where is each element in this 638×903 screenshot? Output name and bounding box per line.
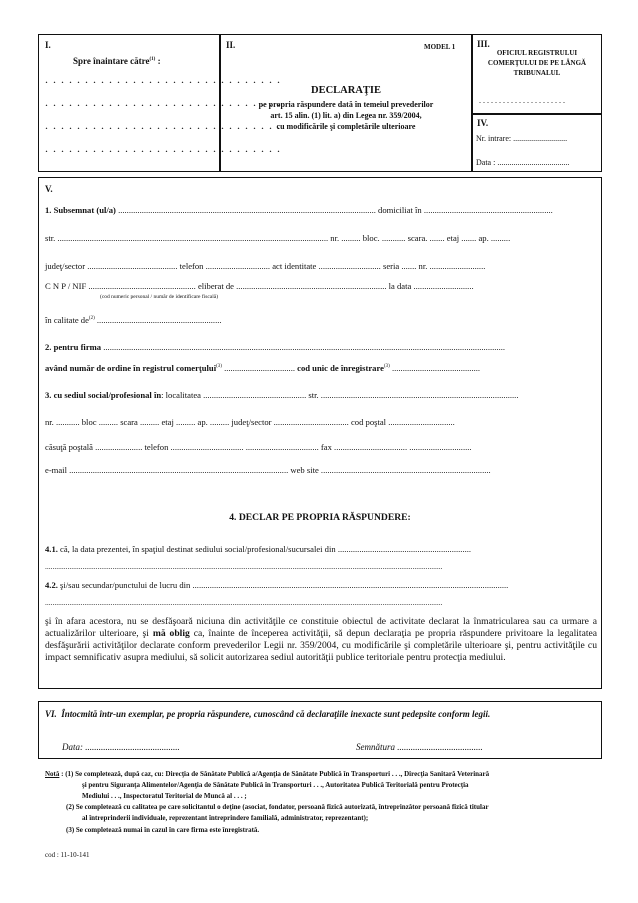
section-v-number: V. xyxy=(45,184,53,194)
entry-number-field[interactable]: Nr. intrare: ........................... xyxy=(476,134,568,143)
registry-office-line-2: COMERŢULUI DE PE LÂNGĂ xyxy=(487,59,587,67)
section-i-number: I. xyxy=(45,40,51,50)
cui-label: cod unic de înregistrare xyxy=(297,363,384,373)
capacity-field[interactable]: .......................................................... xyxy=(94,315,222,325)
registry-number-label: având număr de ordine în registrul comerţului xyxy=(45,363,217,373)
subsemnat-label: 1. Subsemnat (ul/a) xyxy=(45,205,116,215)
section-vi-statement: VI. Întocmită într-un exemplar, pe propria răspundere, cunoscând că declaraţiile inexacte sunt pedepsite conform legii. xyxy=(45,709,491,719)
entry-date-field[interactable]: Data : .................................... xyxy=(476,158,570,167)
note-1-line-2: şi pentru Siguranţa Alimentelor/Agenţia de Sănătate Publică în Transporturi . . ., Autoritatea Publică Teritorială pentru Protecţia xyxy=(82,781,469,789)
row-4-2-continuation[interactable]: .................................................................................................................................................................................................................... xyxy=(45,598,443,607)
domiciliat-label: domiciliat în xyxy=(378,205,422,215)
forward-to-line-1[interactable]: . . . . . . . . . . . . . . . . . . . . . . . . . . . . . . xyxy=(45,72,281,86)
signature-field[interactable]: Semnătura ...................................... xyxy=(356,742,483,752)
row-county-phone[interactable]: judeţ/sector .......................................... telefon .............................. act identitate ............................. seria ....... nr. .......................... xyxy=(45,261,486,271)
subtitle-line-3: cu modificările şi completările ulterioare xyxy=(276,122,416,131)
row-seat-address[interactable]: nr. ........... bloc ......... scara ......... etaj ......... ap. ......... judeţ/sector ................................... cod poştal ............................... xyxy=(45,417,455,427)
note-2-line-2: al întreprinderii individuale, reprezentant întreprindere familială, administrator, reprezentant); xyxy=(82,814,369,822)
point-4-2-text: şi/sau secundar/punctului de lucru din xyxy=(57,580,193,590)
row-mailbox-phone[interactable]: căsuţă poştală ...................... telefon .................................. .................................. fax .................................. ............................. xyxy=(45,442,472,452)
section-iii-number: III. xyxy=(477,39,490,49)
registry-number-field[interactable]: ................................. xyxy=(221,363,295,373)
row-street[interactable]: str. .............................................................................................................................. nr. ......... bloc. ........... scara. ....... etaj ....... ap. ......... xyxy=(45,233,511,243)
capacity-label: în calitate de xyxy=(45,315,89,325)
note-3: (3) Se completează numai în cazul în care firma este înregistrată. xyxy=(66,826,260,834)
registry-office-line-3: TRIBUNALUL xyxy=(513,69,561,77)
subsemnat-field[interactable]: ........................................................................................................................ xyxy=(118,205,376,215)
note-label: Notă xyxy=(45,770,60,778)
row-email-web[interactable]: e-mail ...................................................................................................... web site ............................................................................... xyxy=(45,465,491,475)
declaration-heading: 4. DECLAR PE PROPRIA RĂSPUNDERE: xyxy=(229,512,411,523)
subtitle-line-1: pe propria răspundere dată în temeiul prevederilor xyxy=(258,100,434,109)
row-4-2 xyxy=(45,580,508,590)
subtitle-line-2: art. 15 alin. (1) lit. a) din Legea nr. 359/2004, xyxy=(270,111,422,120)
registry-office-line-1: OFICIUL REGISTRULUI xyxy=(496,49,578,57)
forward-to-line-3[interactable]: . . . . . . . . . . . . . . . . . . . . . . . . . . . . . . xyxy=(45,118,281,132)
cui-field[interactable]: ......................................... xyxy=(389,363,481,373)
row-firm xyxy=(45,342,505,352)
seat-label: 3. cu sediul social/profesional în xyxy=(45,390,162,400)
point-4-2-label: 4.2. xyxy=(45,580,58,590)
row-4-1 xyxy=(45,544,471,554)
row-registry-number: având număr de ordine în registrul comerţului$^{(3)}$ ................................. cod unic de înregistrare$^{(3)}$ ......................................... xyxy=(45,363,481,373)
point-4-2-field[interactable]: ................................................................................................................................................... xyxy=(192,580,509,590)
declaration-paragraph: şi în afara acestora, nu se desfăşoară niciuna din activităţile ce constituie obiectul de activitate declarat la înmatricularea sau ca urmare a actualizărilor ulterioare, şi mă oblig ca, înainte de începerea activităţii, să depun declaraţia pe propria răspundere privitoare la legalitatea desfăşurării activităţilor declarate conform prevederilor Legii nr. 359/2004, cu modificările şi completările ulterioare şi, pentru activităţile cu impact semnificativ asupra mediului, să solicit autorizarea sediul autorităţii publice teritoriale pentru protecţia mediului. xyxy=(45,616,598,663)
tribunal-field[interactable]: . . . . . . . . . . . . . . . . . . . . . . xyxy=(479,96,565,105)
firm-field[interactable]: ........................................................................................................................................................................................... xyxy=(103,342,506,352)
point-4-1-text: că, la data prezentei, în spaţiul destinat sediului social/profesional/sucursalei din xyxy=(57,544,338,554)
commitment-emphasis: mă oblig xyxy=(152,628,190,639)
model-label: MODEL 1 xyxy=(424,43,456,51)
note-1-line-3: Mediului . . ., Inspectoratul Teritorial de Muncă al . . . ; xyxy=(82,792,247,800)
note-2-line-1: (2) Se completează cu calitatea pe care solicitantul o deţine (asociat, fondator, persoană fizică autorizată, întreprinzător persoană fizică titular xyxy=(66,803,489,811)
row-seat xyxy=(45,390,518,400)
firm-label: 2. pentru firma xyxy=(45,342,102,352)
row-subsemnat xyxy=(45,205,553,215)
row-4-1-continuation[interactable]: .................................................................................................................................................................................................................... xyxy=(45,562,443,571)
row-cnp[interactable]: C N P / NIF .................................................. eliberat de ...................................................................... la data ............................ xyxy=(45,281,474,291)
point-4-1-field[interactable]: .............................................................. xyxy=(337,544,472,554)
section-ii-number: II. xyxy=(226,40,236,50)
seat-field[interactable]: : localitatea ................................................ str. ............................................................................................ xyxy=(161,390,519,400)
forward-to-line-2[interactable]: . . . . . . . . . . . . . . . . . . . . . . . . . . . . . . xyxy=(45,95,281,109)
cnp-hint: (cod numeric personal / număr de identificare fiscală) xyxy=(100,294,219,300)
domiciliat-field[interactable]: ............................................................ xyxy=(423,205,553,215)
point-4-1-label: 4.1. xyxy=(45,544,58,554)
date-signature-field[interactable]: Data: .......................................... xyxy=(62,742,180,752)
section-iv-number: IV. xyxy=(477,118,489,128)
row-capacity: în calitate $de^{(2)}$ .......................................................... xyxy=(45,315,222,325)
form-code: cod : 11-10-141 xyxy=(45,851,90,859)
note-1-line-1: Notă : (1) Se completează, după caz, cu: Direcţia de Sănătate Publică a/Agenţia de Sănătate Publică în Transporturi . . ., Direcţia Sanitară Veterinară xyxy=(45,770,490,778)
document-title: DECLARAŢIE xyxy=(310,85,381,96)
forward-to-line-4[interactable]: . . . . . . . . . . . . . . . . . . . . . . . . . . . . . . xyxy=(45,141,281,155)
forward-to-label: Spre înaintare către$^{(1)}$ : xyxy=(73,56,161,66)
section-v-box xyxy=(38,177,602,689)
